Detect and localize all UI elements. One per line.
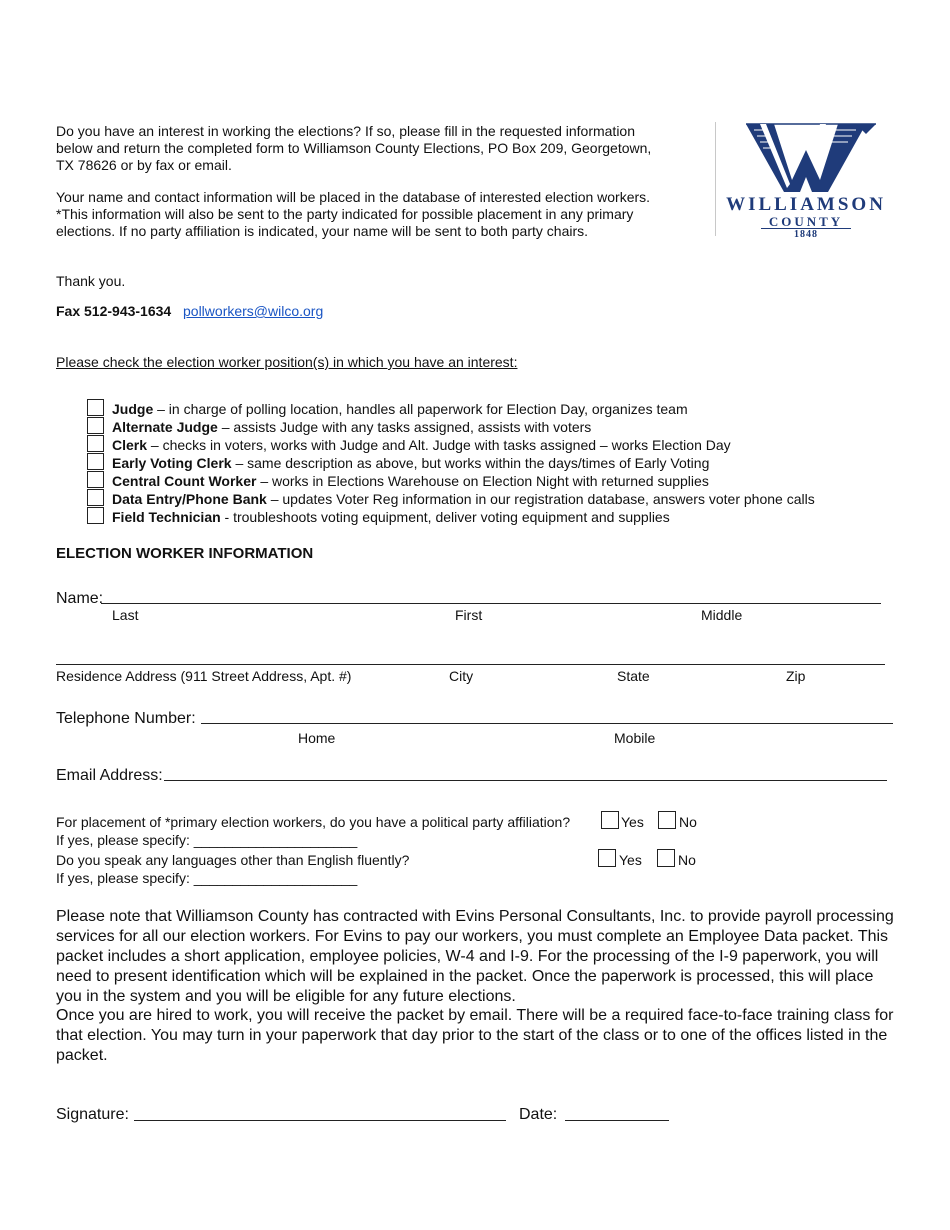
language-specify: If yes, please specify: _____________________ xyxy=(56,870,358,886)
position-title: Judge xyxy=(112,401,154,417)
position-title: Alternate Judge xyxy=(112,419,218,435)
party-yes-label: Yes xyxy=(621,814,644,830)
telephone-line xyxy=(201,723,893,724)
logo-text-county: COUNTY xyxy=(768,214,844,229)
email-link[interactable]: pollworkers@wilco.org xyxy=(183,303,324,319)
party-specify: If yes, please specify: _____________________ xyxy=(56,832,358,848)
address-sub-street: Residence Address (911 Street Address, Apt. #) xyxy=(56,668,352,684)
position-title: Data Entry/Phone Bank xyxy=(112,491,267,507)
party-no-checkbox[interactable] xyxy=(658,811,676,829)
position-data-entry-phone-bank xyxy=(112,491,815,508)
position-field-technician xyxy=(112,509,670,526)
address-sub-zip: Zip xyxy=(786,668,806,684)
payroll-note-paragraph-1: Please note that Williamson County has contracted with Evins Personal Consultants, Inc. to provide payroll processing services for all our election workers. For Evins to pay our workers, you must complete an Employee Data packet. This packet includes a short application, employee policies, W-4 and I-9. For the processing of the I-9 paperwork, you will need to present identification which will be explained in the packet. Once the paperwork is processed, this will place you in the system and you will be eligible for any future elections. xyxy=(56,908,894,1005)
name-sub-last: Last xyxy=(112,607,139,623)
position-desc: - troubleshoots voting equipment, deliver voting equipment and supplies xyxy=(220,509,670,525)
intro-paragraph-2: Your name and contact information will be placed in the database of interested election workers. *This information will also be sent to the party indicated for possible placement in any primary elections. If no party affiliation is indicated, your name will be sent to both party chairs. xyxy=(56,189,651,239)
position-desc: – checks in voters, works with Judge and Alt. Judge with tasks assigned – works Election Day xyxy=(147,437,731,453)
position-title: Central Count Worker xyxy=(112,473,257,489)
position-desc: – same description as above, but works within the days/times of Early Voting xyxy=(231,455,710,471)
address-line xyxy=(56,664,885,665)
signature-line xyxy=(134,1120,506,1121)
thank-you-text: Thank you. xyxy=(56,273,126,289)
date-input[interactable] xyxy=(567,1104,667,1120)
position-title: Field Technician xyxy=(112,509,221,525)
language-no-label: No xyxy=(678,852,696,868)
email-line xyxy=(164,780,887,781)
signature-label: Signature: xyxy=(56,1106,129,1123)
field-technician-checkbox[interactable] xyxy=(87,507,104,524)
position-title: Clerk xyxy=(112,437,148,453)
name-label: Name: xyxy=(56,590,104,607)
position-desc: – assists Judge with any tasks assigned, assists with voters xyxy=(217,419,592,435)
address-sub-state: State xyxy=(617,668,650,684)
position-clerk xyxy=(112,437,731,454)
email-input[interactable] xyxy=(167,764,885,780)
language-yes-checkbox[interactable] xyxy=(598,849,616,867)
central-count-worker-checkbox[interactable] xyxy=(87,471,104,488)
language-yes-label: Yes xyxy=(619,852,642,868)
alternate-judge-checkbox[interactable] xyxy=(87,417,104,434)
phone-sub-mobile: Mobile xyxy=(614,730,656,746)
williamson-county-logo xyxy=(716,122,896,238)
language-question: Do you speak any languages other than English fluently? xyxy=(56,852,410,868)
positions-heading: Please check the election worker position(s) in which you have an interest: xyxy=(56,354,518,370)
early-voting-clerk-checkbox[interactable] xyxy=(87,453,104,470)
name-line xyxy=(101,603,881,604)
party-yes-checkbox[interactable] xyxy=(601,811,619,829)
address-input[interactable] xyxy=(58,648,883,664)
address-sub-city: City xyxy=(449,668,474,684)
clerk-checkbox[interactable] xyxy=(87,435,104,452)
date-label: Date: xyxy=(519,1106,558,1123)
phone-sub-home: Home xyxy=(298,730,336,746)
party-question: For placement of *primary election workers, do you have a political party affiliation? xyxy=(56,814,571,830)
email-label: Email Address: xyxy=(56,767,163,784)
position-central-count-worker xyxy=(112,473,709,490)
payroll-note-paragraph-2: Once you are hired to work, you will receive the packet by email. There will be a required face-to-face training class for that election. You may turn in your paperwork that day prior to the start of the class or to one of the offices listed in the packet. xyxy=(56,1007,894,1064)
position-title: Early Voting Clerk xyxy=(112,455,232,471)
logo-year: 1848 xyxy=(794,229,818,240)
position-early-voting-clerk xyxy=(112,455,709,472)
intro-paragraph-1: Do you have an interest in working the elections? If so, please fill in the requested information below and return the completed form to Williamson County Elections, PO Box 209, Georgetown, TX 78626 or by fax or email. xyxy=(56,123,652,173)
logo-text-williamson: WILLIAMSON xyxy=(726,194,886,215)
name-sub-first: First xyxy=(455,607,483,623)
name-input[interactable] xyxy=(104,587,879,603)
data-entry-phone-bank-checkbox[interactable] xyxy=(87,489,104,506)
position-desc: – updates Voter Reg information in our registration database, answers voter phone calls xyxy=(266,491,815,507)
signature-input[interactable] xyxy=(136,1104,504,1120)
date-line xyxy=(565,1120,669,1121)
position-judge xyxy=(112,401,688,418)
name-sub-middle: Middle xyxy=(701,607,743,623)
fax-number: Fax 512-943-1634 xyxy=(56,303,172,319)
position-desc: – works in Elections Warehouse on Election Night with returned supplies xyxy=(256,473,709,489)
position-alternate-judge xyxy=(112,419,591,436)
telephone-label: Telephone Number: xyxy=(56,710,196,727)
worker-info-heading: ELECTION WORKER INFORMATION xyxy=(56,545,314,562)
judge-checkbox[interactable] xyxy=(87,399,104,416)
language-no-checkbox[interactable] xyxy=(657,849,675,867)
w-emblem-icon xyxy=(716,122,896,196)
position-desc: – in charge of polling location, handles all paperwork for Election Day, organizes team xyxy=(153,401,688,417)
party-no-label: No xyxy=(679,814,697,830)
telephone-input[interactable] xyxy=(204,707,892,723)
